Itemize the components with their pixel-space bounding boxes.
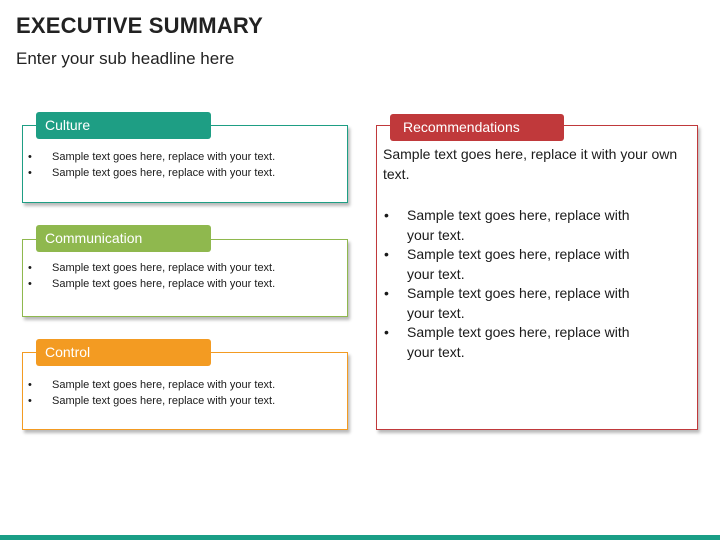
culture-bullet: • Sample text goes here, replace with your text. bbox=[28, 150, 275, 166]
recommendations-bullet: • Sample text goes here, replace with your text. bbox=[384, 284, 659, 323]
recommendations-bullet: • Sample text goes here, replace with your text. bbox=[384, 323, 659, 362]
page-title: EXECUTIVE SUMMARY bbox=[16, 13, 264, 38]
recommendations-intro: Sample text goes here, replace it with your own text. bbox=[383, 146, 678, 182]
control-bullet-list bbox=[28, 378, 275, 409]
control-label: Control bbox=[45, 344, 91, 360]
culture-tab bbox=[36, 112, 211, 139]
communication-tab bbox=[36, 225, 211, 252]
communication-label: Communication bbox=[45, 230, 143, 246]
recommendations-tab bbox=[390, 114, 564, 141]
recommendations-label: Recommendations bbox=[403, 119, 520, 135]
communication-bullet-list bbox=[28, 261, 275, 292]
communication-bullet: • Sample text goes here, replace with your text. bbox=[28, 261, 275, 277]
control-bullet: • Sample text goes here, replace with your text. bbox=[28, 378, 275, 394]
culture-bullet-list bbox=[28, 150, 275, 181]
culture-label: Culture bbox=[45, 117, 91, 133]
page-subtitle: Enter your sub headline here bbox=[16, 49, 235, 68]
recommendations-bullet: • Sample text goes here, replace with your text. bbox=[384, 206, 659, 245]
footer-bar bbox=[0, 535, 720, 540]
culture-bullet: • Sample text goes here, replace with your text. bbox=[28, 166, 275, 182]
control-bullet: • Sample text goes here, replace with your text. bbox=[28, 394, 275, 410]
communication-bullet: • Sample text goes here, replace with your text. bbox=[28, 277, 275, 293]
control-tab bbox=[36, 339, 211, 366]
recommendations-bullet: • Sample text goes here, replace with your text. bbox=[384, 245, 659, 284]
recommendations-bullet-list bbox=[384, 206, 659, 362]
